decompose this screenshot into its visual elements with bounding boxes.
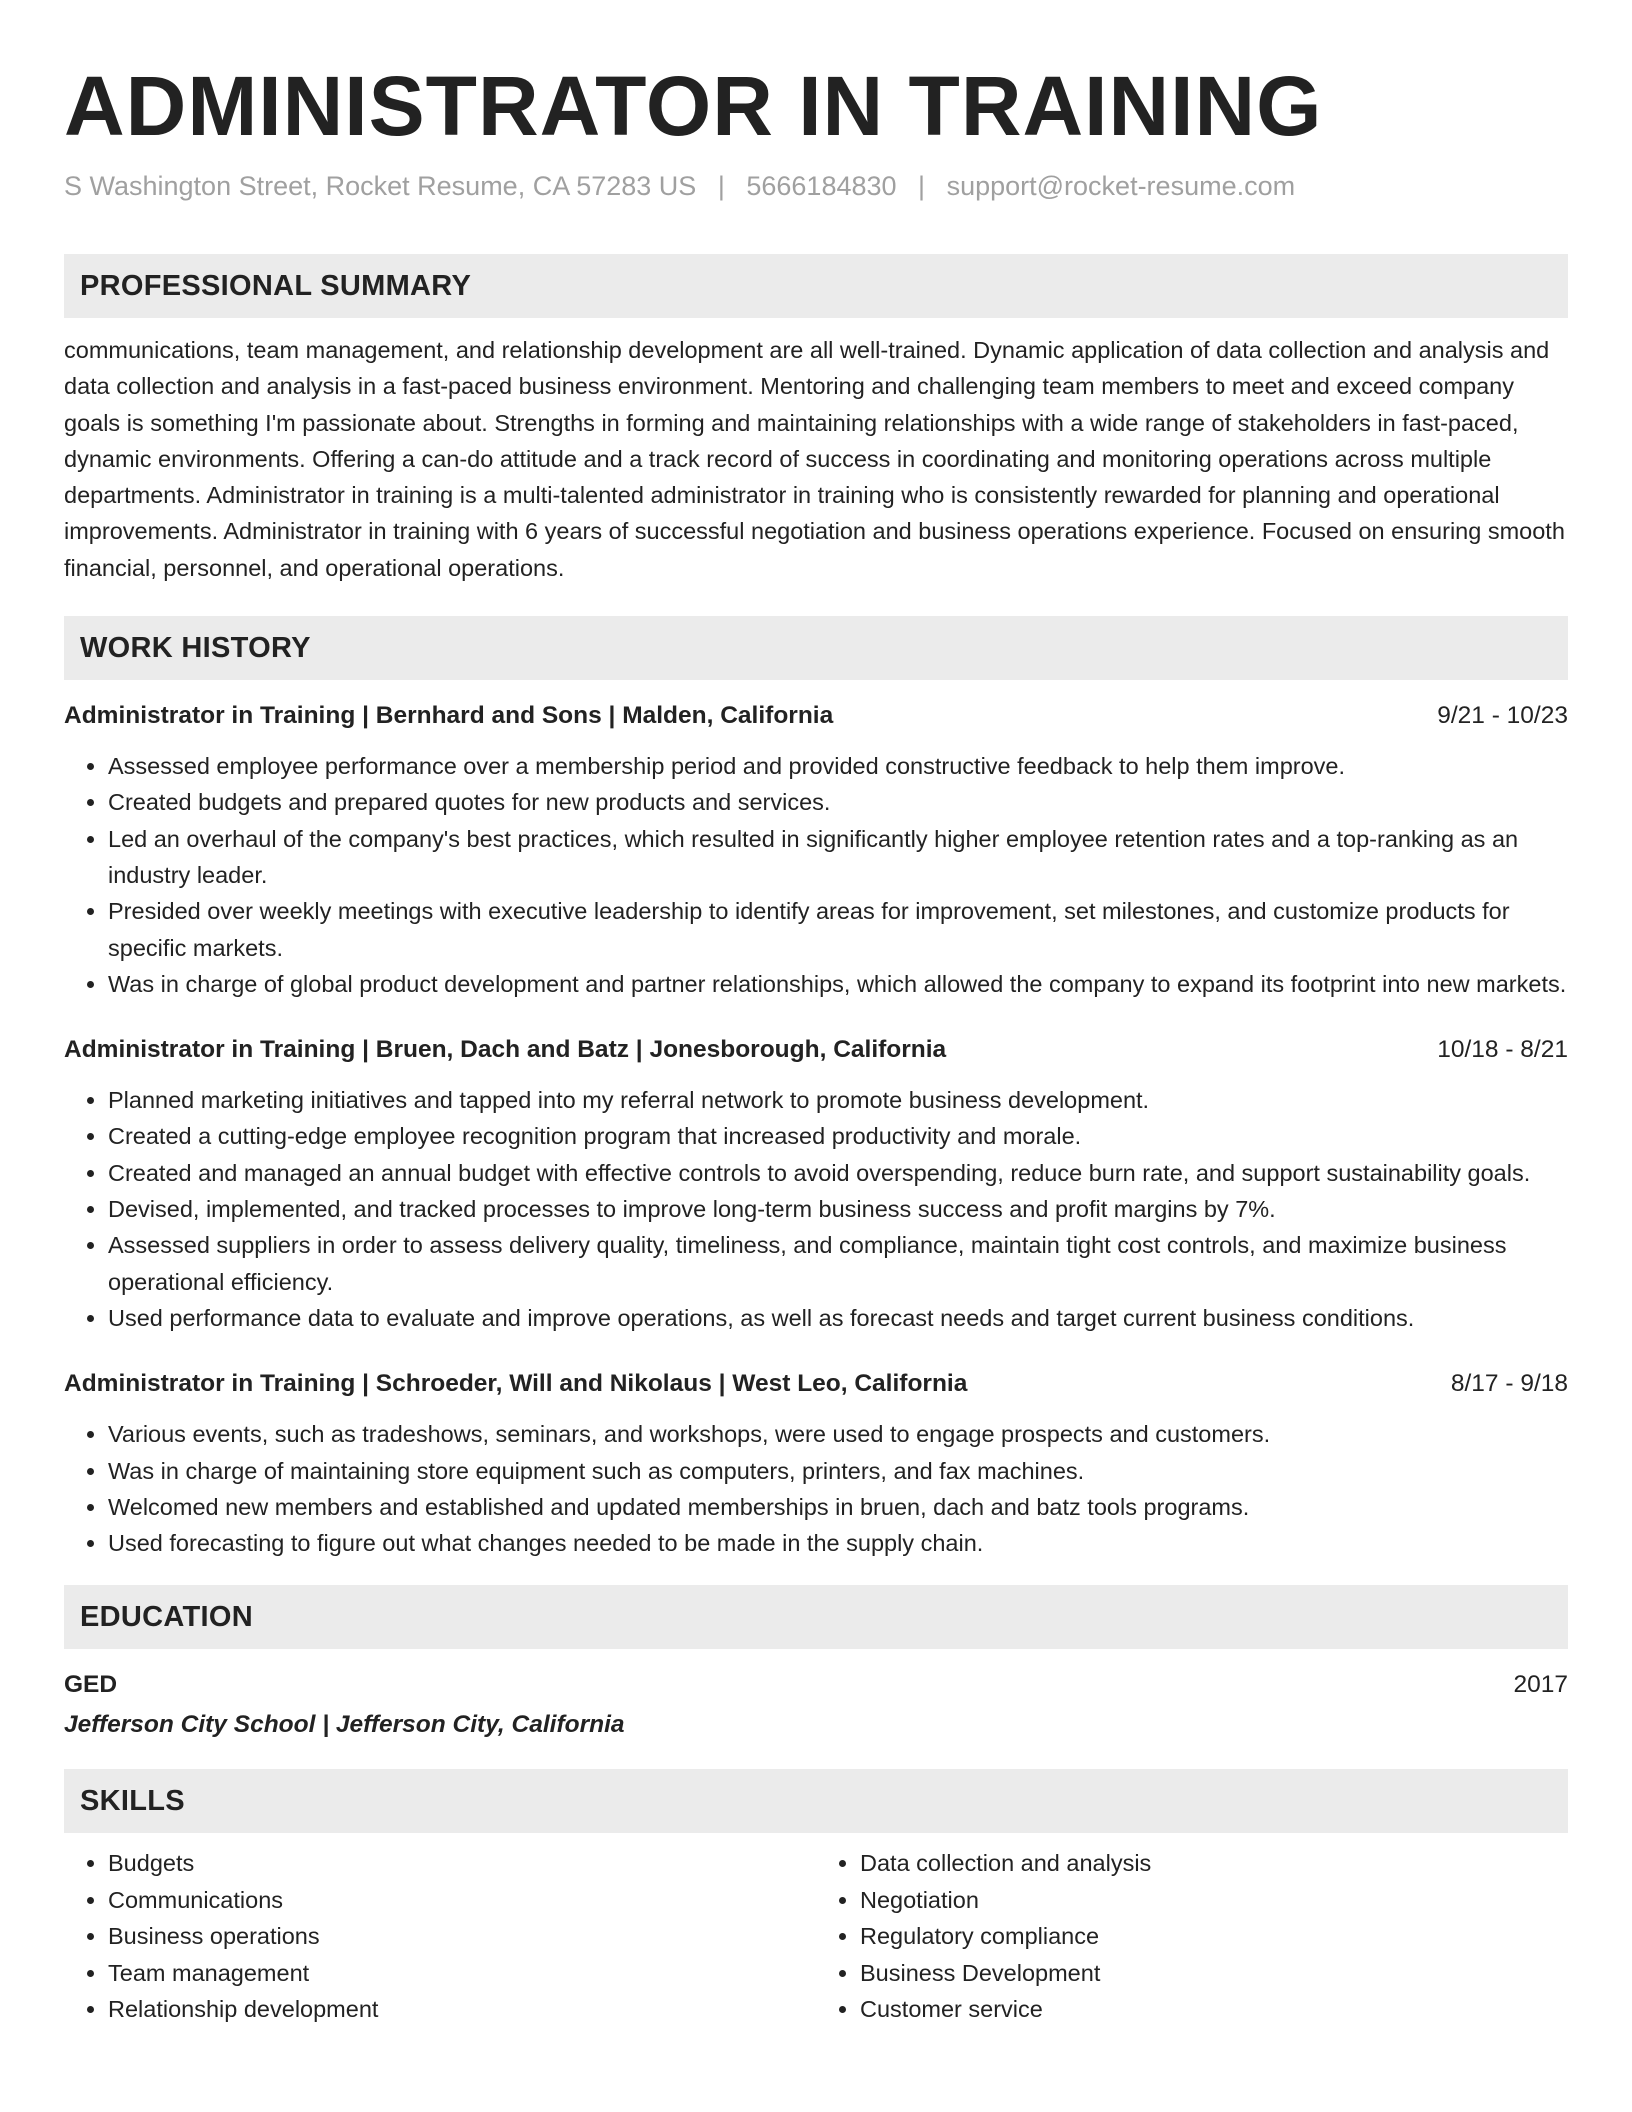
skill-item: • Business Development [860,1955,1568,1992]
contact-line [64,168,1568,204]
job-entry [64,698,1568,1002]
contact-separator: | [918,171,926,201]
education-degree: GED [64,1671,118,1699]
job-bullet: • Was in charge of global product development and partner relationships, which allowed the company to expand its footprint into new markets. [108,966,1568,1002]
job-bullet: • Welcomed new members and established and updated memberships in bruen, dach and batz tools programs. [108,1489,1568,1525]
education-year: 2017 [1513,1671,1568,1699]
skill-item: • Budgets [108,1845,816,1882]
job-bullets [64,1416,1568,1561]
skills-columns [64,1845,1568,2028]
job-entry [64,1032,1568,1336]
job-dates: 9/21 - 10/23 [1437,702,1568,730]
contact-phone: 5666184830 [746,171,897,201]
job-bullets [64,748,1568,1002]
job-bullet: • Created a cutting-edge employee recognition program that increased productivity and morale. [108,1118,1568,1154]
job-bullet: • Created budgets and prepared quotes for new products and services. [108,784,1568,820]
skills-list-right [816,1845,1568,2028]
skill-item: • Team management [108,1955,816,1992]
section-heading-skills: SKILLS [64,1769,1568,1833]
job-bullet: • Led an overhaul of the company's best practices, which resulted in significantly higher employee retention rates and a top-ranking as an industry leader. [108,821,1568,894]
skill-item: • Communications [108,1882,816,1919]
job-dates: 8/17 - 9/18 [1450,1370,1568,1398]
skill-item: • Business operations [108,1918,816,1955]
resume-name: ADMINISTRATOR IN TRAINING [64,59,1323,153]
job-bullet: • Assessed employee performance over a membership period and provided constructive feedback to help them improve. [108,748,1568,784]
education-header [64,1667,1568,1703]
job-title: Administrator in Training | Bernhard and Sons | Malden, California [64,702,834,730]
job-bullet: • Planned marketing initiatives and tapped into my referral network to promote business development. [108,1082,1568,1118]
job-bullet: • Devised, implemented, and tracked processes to improve long-term business success and profit margins by 7%. [108,1191,1568,1227]
job-header [64,1366,1568,1402]
job-bullet: • Used performance data to evaluate and improve operations, as well as forecast needs and target current business conditions. [108,1300,1568,1336]
education-school: Jefferson City School | Jefferson City, California [64,1711,625,1739]
job-bullets [64,1082,1568,1336]
job-title: Administrator in Training | Bruen, Dach and Batz | Jonesborough, California [64,1036,947,1064]
job-header [64,1032,1568,1068]
skill-item: • Regulatory compliance [860,1918,1568,1955]
section-heading-work: WORK HISTORY [64,616,1568,680]
skill-item: • Relationship development [108,1991,816,2028]
contact-address: S Washington Street, Rocket Resume, CA 57283 US [64,171,697,201]
job-dates: 10/18 - 8/21 [1437,1036,1568,1064]
section-heading-summary: PROFESSIONAL SUMMARY [64,254,1568,318]
contact-email: support@rocket-resume.com [946,171,1296,201]
job-bullet: • Presided over weekly meetings with executive leadership to identify areas for improvement, set milestones, and customize products for specific markets. [108,893,1568,966]
summary-text: communications, team management, and relationship development are all well-trained. Dynamic application of data collection and analysis and data collection and analysis in a fast-paced business environment. Mentoring and challenging team members to meet and exceed company goals is something I'm passionate about. Strengths in forming and maintaining relationships with a wide range of stakeholders in fast-paced, dynamic environments. Offering a can-do attitude and a track record of success in coordinating and monitoring operations across multiple departments. Administrator in training is a multi-talented administrator in training who is consistently rewarded for planning and operational improvements. Administrator in training with 6 years of successful negotiation and business operations experience. Focused on ensuring smooth financial, personnel, and operational operations. [64,337,1565,581]
skill-item: • Customer service [860,1991,1568,2028]
job-bullet: • Assessed suppliers in order to assess delivery quality, timeliness, and compliance, maintain tight cost controls, and maximize business operational efficiency. [108,1227,1568,1300]
job-bullet: • Used forecasting to figure out what changes needed to be made in the supply chain. [108,1525,1568,1561]
section-heading-education: EDUCATION [64,1585,1568,1649]
contact-separator: | [717,171,725,201]
job-bullet: • Various events, such as tradeshows, seminars, and workshops, were used to engage prospects and customers. [108,1416,1568,1452]
job-bullet: • Was in charge of maintaining store equipment such as computers, printers, and fax machines. [108,1453,1568,1489]
job-header [64,698,1568,734]
job-bullet: • Created and managed an annual budget with effective controls to avoid overspending, reduce burn rate, and support sustainability goals. [108,1155,1568,1191]
skill-item: • Negotiation [860,1882,1568,1919]
job-title: Administrator in Training | Schroeder, Will and Nikolaus | West Leo, California [64,1370,968,1398]
skills-list-left [64,1845,816,2028]
education-entry [64,1667,1568,1743]
job-entry [64,1366,1568,1561]
skill-item: • Data collection and analysis [860,1845,1568,1882]
resume-content [64,56,1568,2028]
